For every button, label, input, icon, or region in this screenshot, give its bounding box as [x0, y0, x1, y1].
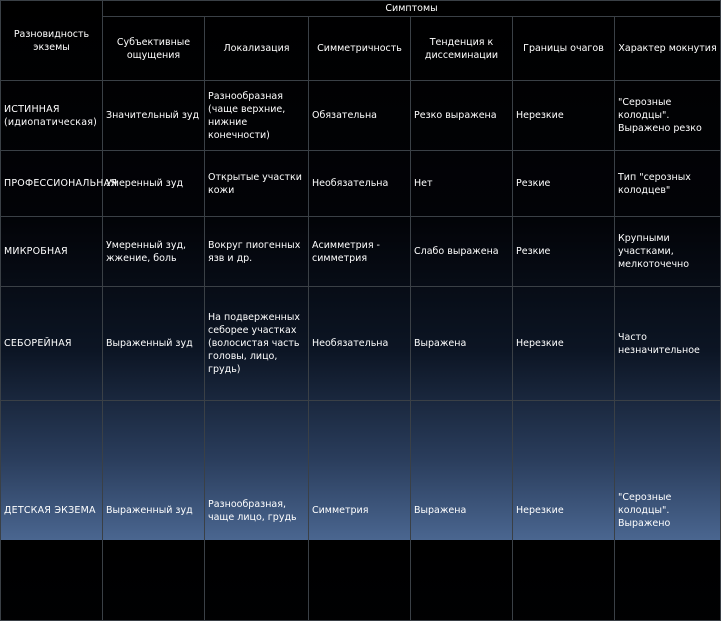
table-cell: Нет — [411, 151, 513, 217]
table-cell: Нерезкие — [513, 81, 615, 151]
table-cell: Резко выражена — [411, 81, 513, 151]
table-cell: Необязательна — [309, 151, 411, 217]
row-type-cell: СЕБОРЕЙНАЯ — [1, 287, 103, 401]
column-header-weeping: Характер мокнутия — [615, 17, 721, 81]
type-column-header: Разновидность экземы — [1, 1, 103, 81]
column-header-sensations: Субъективные ощущения — [103, 17, 205, 81]
row-type-cell: ИСТИННАЯ (идиопатическая) — [1, 81, 103, 151]
symptoms-group-header: Симптомы — [103, 1, 721, 17]
column-header-dissemination: Тенденция к диссеминации — [411, 17, 513, 81]
table-cell: Выражена — [411, 401, 513, 621]
table-row — [1, 81, 721, 151]
table-cell: Крупными участками, мелкоточечно — [615, 217, 721, 287]
table-row — [1, 401, 721, 621]
table-cell: Значительный зуд — [103, 81, 205, 151]
table-cell: Резкие — [513, 151, 615, 217]
table-cell: Разнообразная (чаще верхние, нижние конечности) — [205, 81, 309, 151]
table-cell: Часто незначительное — [615, 287, 721, 401]
table-cell: Необязательна — [309, 287, 411, 401]
row-type-cell: МИКРОБНАЯ — [1, 217, 103, 287]
column-header-borders: Границы очагов — [513, 17, 615, 81]
table-cell: Выраженный зуд — [103, 401, 205, 621]
table-cell: Открытые участки кожи — [205, 151, 309, 217]
table-cell: Выраженный зуд — [103, 287, 205, 401]
column-header-symmetry: Симметричность — [309, 17, 411, 81]
table-row — [1, 217, 721, 287]
table-cell: "Серозные колодцы". Выражено резко — [615, 81, 721, 151]
table-cell: "Серозные колодцы". Выражено — [615, 401, 721, 621]
table-cell: Умеренный зуд, жжение, боль — [103, 217, 205, 287]
table-cell: Выражена — [411, 287, 513, 401]
column-header-row — [1, 17, 721, 81]
table-cell: Асимметрия - симметрия — [309, 217, 411, 287]
table-row — [1, 287, 721, 401]
group-header-row — [1, 1, 721, 17]
table-cell: Обязательна — [309, 81, 411, 151]
table-cell: Нерезкие — [513, 287, 615, 401]
table-cell: Нерезкие — [513, 401, 615, 621]
table-cell: Тип "серозных колодцев" — [615, 151, 721, 217]
table-cell: На подверженных себорее участках (волосистая часть головы, лицо, грудь) — [205, 287, 309, 401]
table-row — [1, 151, 721, 217]
row-type-cell: ПРОФЕССИОНАЛЬНАЯ — [1, 151, 103, 217]
table-cell: Умеренный зуд — [103, 151, 205, 217]
table-cell: Разнообразная, чаще лицо, грудь — [205, 401, 309, 621]
table-cell: Слабо выражена — [411, 217, 513, 287]
table-cell: Симметрия — [309, 401, 411, 621]
table-cell: Резкие — [513, 217, 615, 287]
row-type-cell: ДЕТСКАЯ ЭКЗЕМА — [1, 401, 103, 621]
column-header-localization: Локализация — [205, 17, 309, 81]
table-cell: Вокруг пиогенных язв и др. — [205, 217, 309, 287]
